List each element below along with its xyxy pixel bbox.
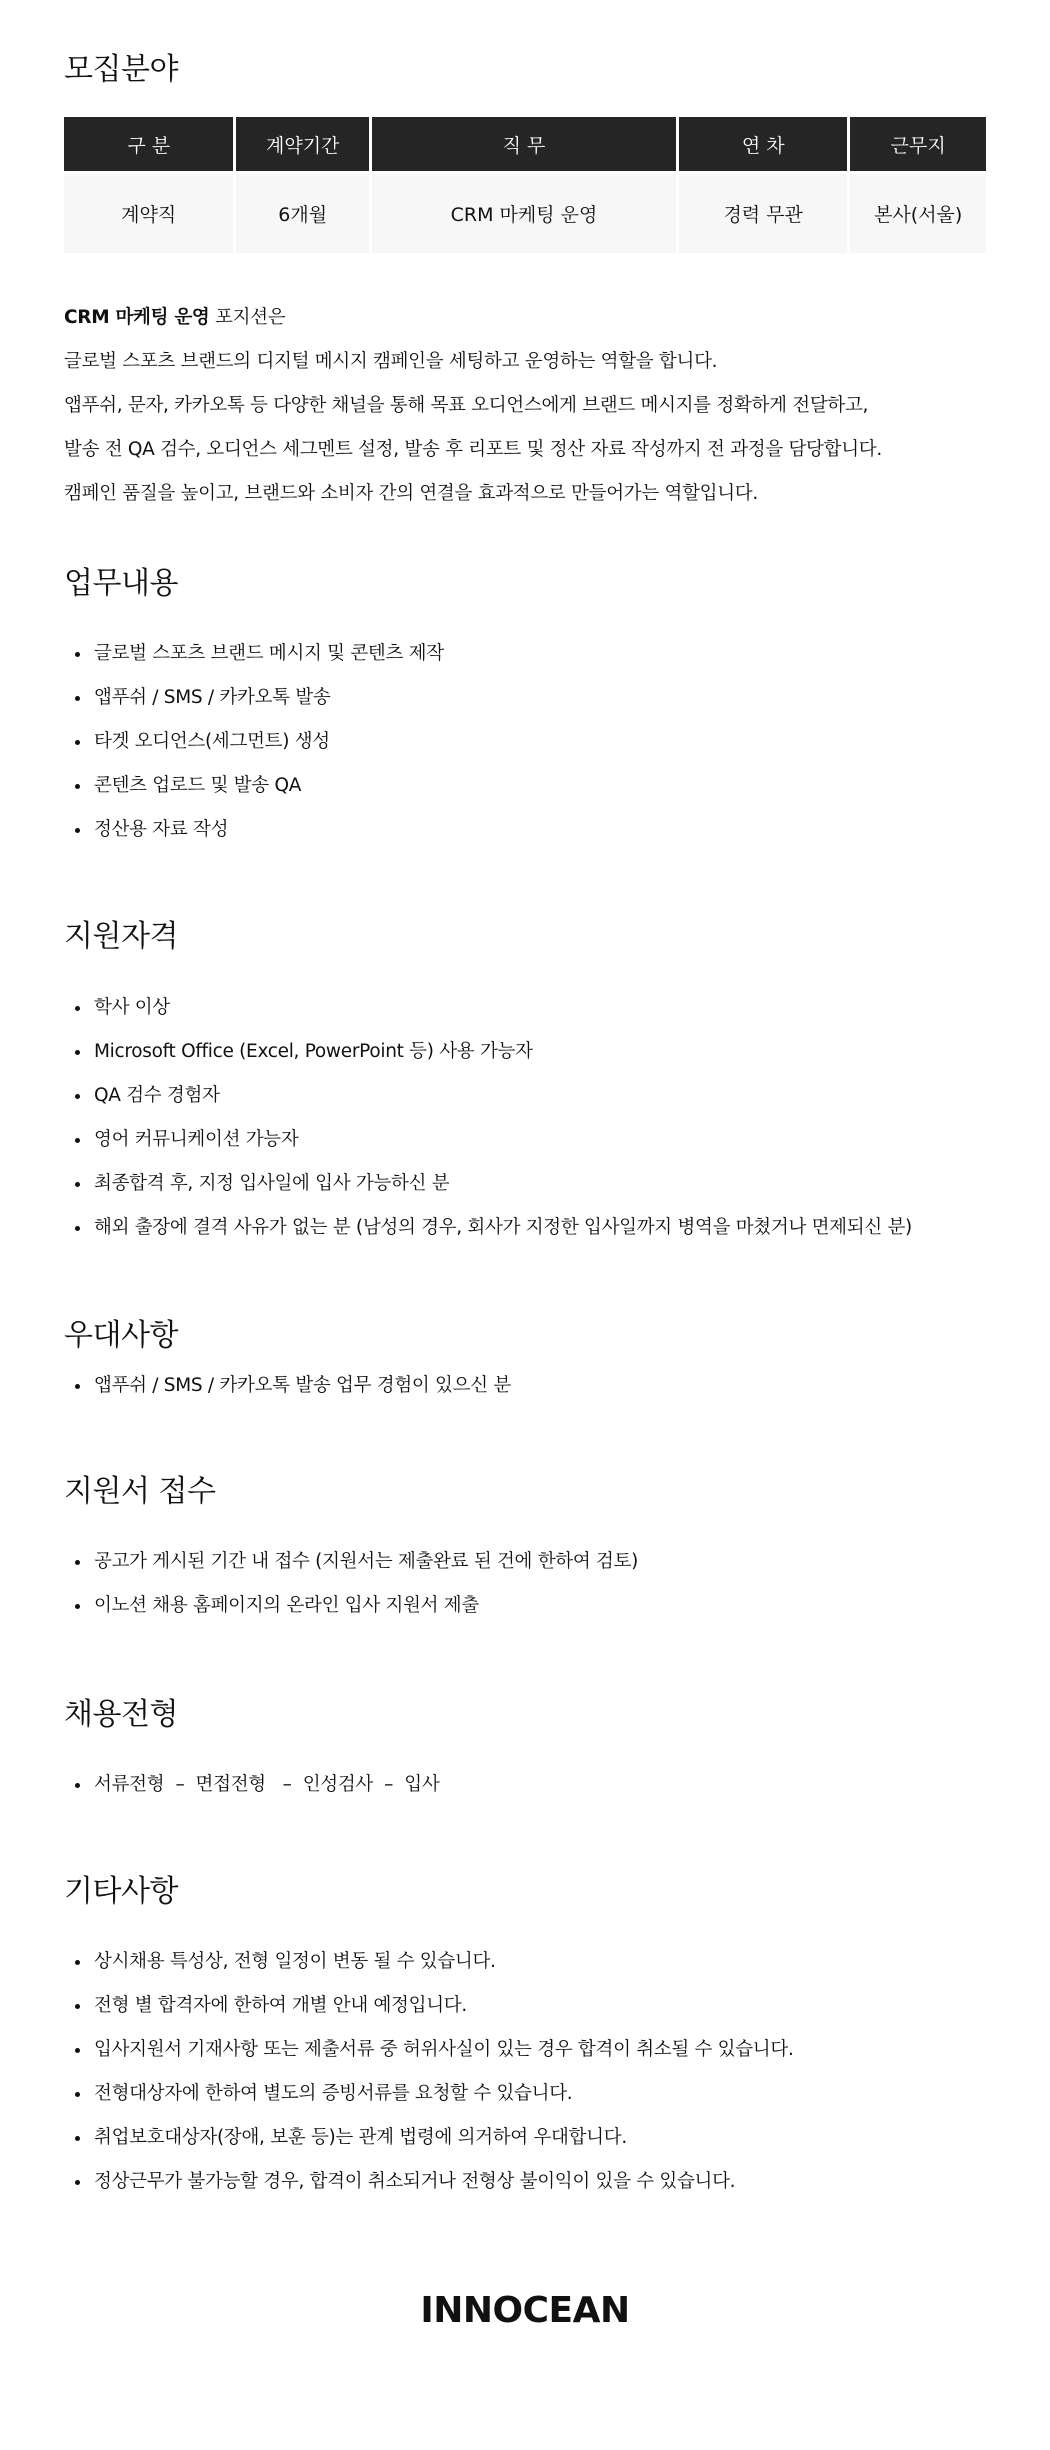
list-item: 앱푸쉬 / SMS / 카카오톡 발송 업무 경험이 있으신 분	[64, 1364, 511, 1408]
list-item: 서류전형 – 면접전형 – 인성검사 – 입사	[64, 1763, 439, 1807]
list-item: 타겟 오디언스(세그먼트) 생성	[64, 720, 444, 764]
list-item: QA 검수 경험자	[64, 1074, 912, 1118]
list-item: 최종합격 후, 지정 입사일에 입사 가능하신 분	[64, 1162, 912, 1206]
list-item: 전형 별 합격자에 한하여 개별 안내 예정입니다.	[64, 1984, 794, 2028]
list-item: Microsoft Office (Excel, PowerPoint 등) 사용 가능자	[64, 1030, 912, 1074]
section-title-recruit: 모집분야	[64, 52, 178, 87]
recruit-table	[61, 117, 989, 253]
etc-list	[64, 1940, 794, 2204]
table-cell: 6개월	[236, 171, 369, 253]
table-cell: CRM 마케팅 운영	[372, 171, 676, 253]
process-list	[64, 1763, 439, 1807]
table-header-cell: 직 무	[372, 117, 676, 171]
intro-line: 앱푸쉬, 문자, 카카오톡 등 다양한 채널을 통해 목표 오디언스에게 브랜드 메시지를 정확하게 전달하고,	[64, 395, 869, 416]
list-item: 글로벌 스포츠 브랜드 메시지 및 콘텐츠 제작	[64, 632, 444, 676]
intro-line: 캠페인 품질을 높이고, 브랜드와 소비자 간의 연결을 효과적으로 만들어가는 역할입니다.	[64, 483, 758, 504]
table-header-row	[64, 117, 986, 171]
list-item: 영어 커뮤니케이션 가능자	[64, 1118, 912, 1162]
list-item: 해외 출장에 결격 사유가 없는 분 (남성의 경우, 회사가 지정한 입사일까지 병역을 마쳤거나 면제되신 분)	[64, 1206, 912, 1250]
section-title-qualifications: 지원자격	[64, 919, 178, 954]
innocean-logo: INNOCEAN	[420, 2290, 630, 2331]
list-item: 공고가 게시된 기간 내 접수 (지원서는 제출완료 된 건에 한하여 검토)	[64, 1540, 638, 1584]
section-title-process: 채용전형	[64, 1697, 178, 1732]
list-item: 앱푸쉬 / SMS / 카카오톡 발송	[64, 676, 444, 720]
table-header-cell: 근무지	[850, 117, 986, 171]
intro-line: 글로벌 스포츠 브랜드의 디지털 메시지 캠페인을 세팅하고 운영하는 역할을 합니다.	[64, 351, 718, 372]
section-title-etc: 기타사항	[64, 1874, 178, 1909]
intro-lead-rest: 포지션은	[209, 307, 286, 328]
intro-lead-bold: CRM 마케팅 운영	[64, 307, 210, 328]
list-item: 학사 이상	[64, 986, 912, 1030]
table-header-cell: 계약기간	[236, 117, 369, 171]
preferred-list	[64, 1364, 511, 1408]
position-intro	[64, 296, 986, 516]
intro-line: 발송 전 QA 검수, 오디언스 세그멘트 설정, 발송 후 리포트 및 정산 자료 작성까지 전 과정을 담당합니다.	[64, 439, 882, 460]
qualifications-list	[64, 986, 912, 1250]
section-title-duties: 업무내용	[64, 566, 178, 601]
intro-lead	[64, 296, 986, 340]
table-header-cell: 연 차	[679, 117, 847, 171]
duties-list	[64, 632, 444, 852]
list-item: 정산용 자료 작성	[64, 808, 444, 852]
table-cell: 경력 무관	[679, 171, 847, 253]
table-cell: 계약직	[64, 171, 233, 253]
section-title-preferred: 우대사항	[64, 1318, 178, 1353]
list-item: 취업보호대상자(장애, 보훈 등)는 관계 법령에 의거하여 우대합니다.	[64, 2116, 794, 2160]
list-item: 전형대상자에 한하여 별도의 증빙서류를 요청할 수 있습니다.	[64, 2072, 794, 2116]
table-row	[64, 171, 986, 253]
section-title-application: 지원서 접수	[64, 1474, 216, 1509]
list-item: 상시채용 특성상, 전형 일정이 변동 될 수 있습니다.	[64, 1940, 794, 1984]
list-item: 입사지원서 기재사항 또는 제출서류 중 허위사실이 있는 경우 합격이 취소될 수 있습니다.	[64, 2028, 794, 2072]
application-list	[64, 1540, 638, 1628]
table-header-cell: 구 분	[64, 117, 233, 171]
list-item: 정상근무가 불가능할 경우, 합격이 취소되거나 전형상 불이익이 있을 수 있습니다.	[64, 2160, 794, 2204]
list-item: 콘텐츠 업로드 및 발송 QA	[64, 764, 444, 808]
list-item: 이노션 채용 홈페이지의 온라인 입사 지원서 제출	[64, 1584, 638, 1628]
table-cell: 본사(서울)	[850, 171, 986, 253]
